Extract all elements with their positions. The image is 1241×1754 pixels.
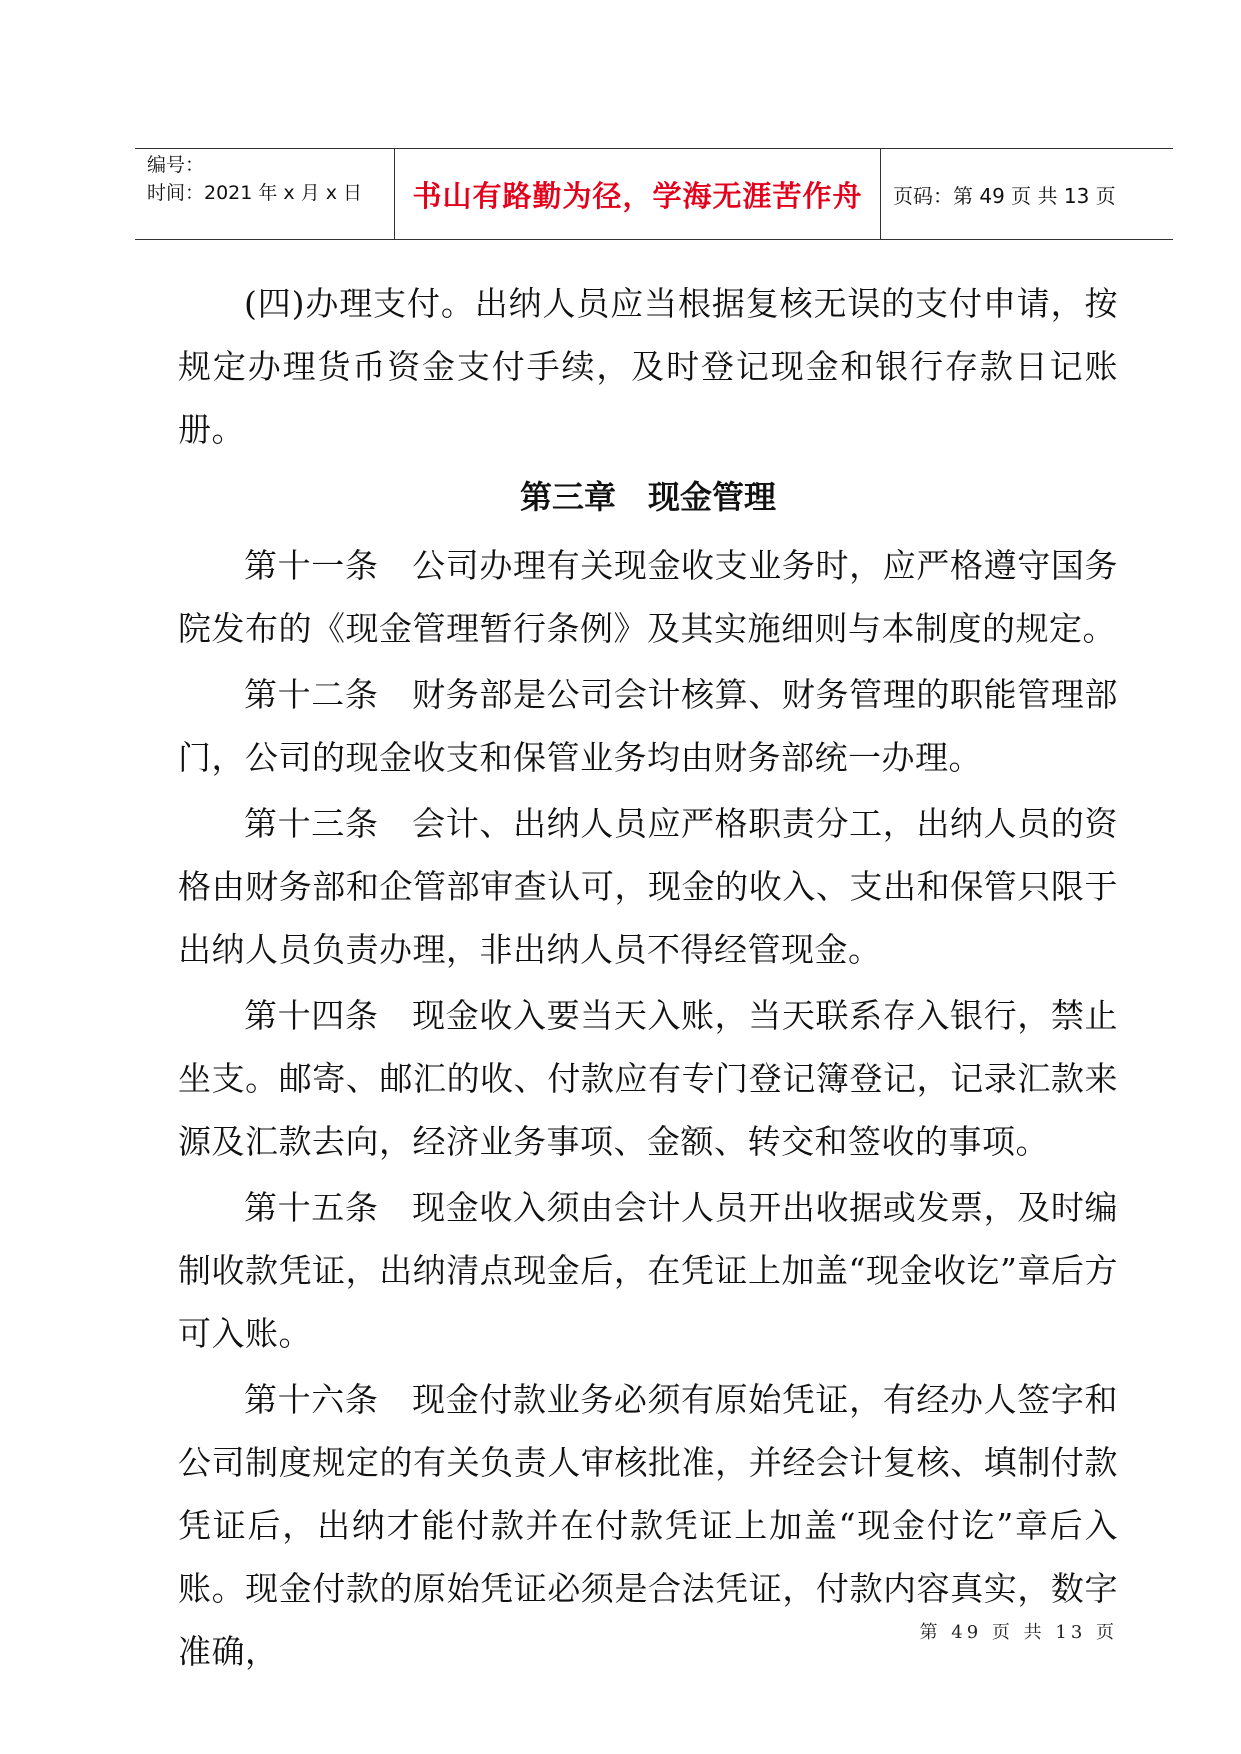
header-meta-cell [135,149,395,239]
article-12: 第十二条 财务部是公司会计核算、财务管理的职能管理部门，公司的现金收支和保管业务均由财务部统一办理。 [178,675,1118,777]
article-14: 第十四条 现金收入要当天入账，当天联系存入银行，禁止坐支。邮寄、邮汇的收、付款应有专门登记簿登记，记录汇款来源及汇款去向，经济业务事项、金额、转交和签收的事项。 [178,996,1118,1161]
document-time-label: 时间：2021 年 x 月 x 日 [147,182,363,204]
article-13: 第十三条 会计、出纳人员应严格职责分工，出纳人员的资格由财务部和企管部审查认可，现金的收入、支出和保管只限于出纳人员负责办理，非出纳人员不得经管现金。 [178,804,1118,969]
header-page-cell [881,149,1173,239]
header-motto-cell [395,149,881,239]
document-number-label: 编号： [147,154,205,176]
chapter-title: 第三章 现金管理 [519,478,776,516]
header-motto: 书山有路勤为径，学海无涯苦作舟 [412,178,863,213]
paragraph-payment: (四)办理支付。出纳人员应当根据复核无误的支付申请，按规定办理货币资金支付手续，及时登记现金和银行存款日记账册。 [178,284,1118,449]
article-15: 第十五条 现金收入须由会计人员开出收据或发票，及时编制收款凭证，出纳清点现金后，在凭证上加盖“现金收讫”章后方可入账。 [178,1188,1118,1353]
document-header [135,148,1173,240]
document-body [178,272,1118,1686]
header-page-info: 页码：第 49 页 共 13 页 [893,183,1116,208]
article-16: 第十六条 现金付款业务必须有原始凭证，有经办人签字和公司制度规定的有关负责人审核批准，并经会计复核、填制付款凭证后，出纳才能付款并在付款凭证上加盖“现金付讫”章后入账。现金付款的原始凭证必须是合法凭证，付款内容真实，数字准确， [178,1380,1118,1671]
page-footer: 第 49 页 共 13 页 [919,1622,1118,1643]
article-11: 第十一条 公司办理有关现金收支业务时，应严格遵守国务院发布的《现金管理暂行条例》及其实施细则与本制度的规定。 [178,546,1118,648]
